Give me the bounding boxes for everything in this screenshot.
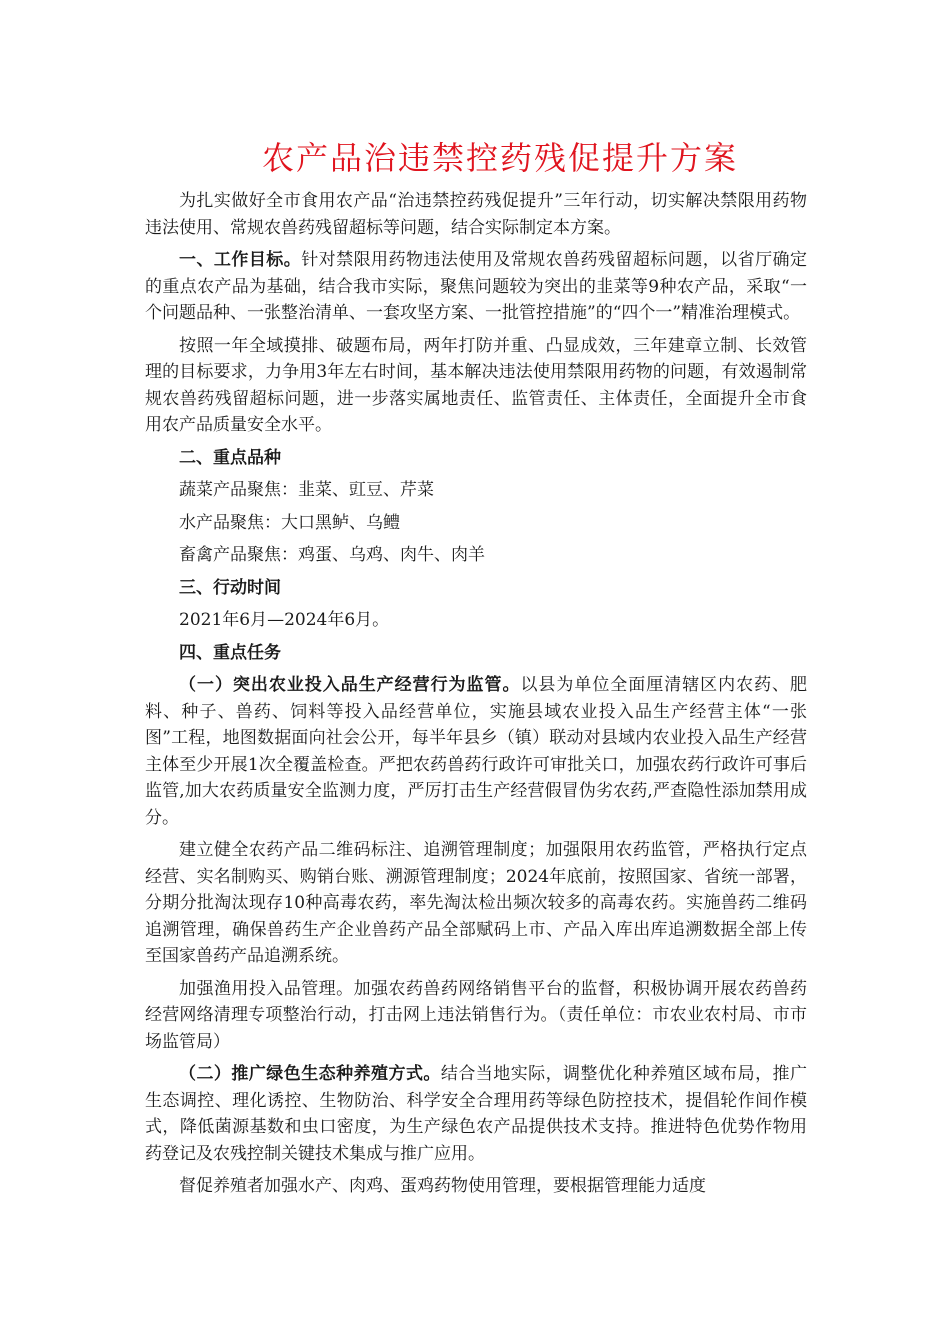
document-title: 农产品治违禁控药残促提升方案 (261, 139, 738, 177)
task1-paragraph (145, 672, 807, 831)
livestock-line: 畜禽产品聚焦：鸡蛋、乌鸡、肉牛、肉羊 (179, 545, 485, 565)
section1-paragraph-2: 按照一年全域摸排、破题布局，两年打防并重、凸显成效，三年建章立制、长效管理的目标要求，力争用3年左右时间，基本解决违法使用禁限用药物的问题，有效遏制常规农兽药残留超标问题，进一步落实属地责任、监管责任、主体责任，全面提升全市食用农产品质量安全水平。 (145, 335, 807, 435)
section3-heading: 三、行动时间 (179, 577, 281, 598)
section1-paragraph (145, 247, 807, 327)
section4-heading: 四、重点任务 (179, 642, 281, 663)
document-body (145, 188, 807, 1206)
task1-text: 以县为单位全面厘清辖区内农药、肥料、种子、兽药、饲料等投入品经营单位，实施县域农业投入品生产经营主体“一张图”工程，地图数据面向社会公开，每半年县乡（镇）联动对县域内农业投入品生产经营主体至少开展1次全覆盖检查。严把农药兽药行政许可审批关口，加强农药行政许可事后监管,加大农药质量安全监测力度，严厉打击生产经营假冒伪劣农药,严查隐性添加禁用成分。 (145, 675, 808, 828)
task2-paragraph-2: 督促养殖者加强水产、肉鸡、蛋鸡药物使用管理，要根据管理能力适度 (179, 1176, 706, 1196)
section3-text: 2021年6月—2024年6月。 (179, 610, 390, 630)
task2-heading: （二）推广绿色生态种养殖方式。 (179, 1064, 441, 1084)
aquatic-line: 水产品聚焦：大口黑鲈、乌鳢 (179, 512, 400, 533)
section2-heading: 二、重点品种 (179, 447, 281, 468)
task1-paragraph-2: 建立健全农药产品二维码标注、追溯管理制度；加强限用农药监管，严格执行定点经营、实名制购买、购销台账、溯源管理制度；2024年底前，按照国家、省统一部署，分期分批淘汰现存10种高毒农药，率先淘汰检出频次较多的高毒农药。实施兽药二维码追溯管理，确保兽药生产企业兽药产品全部赋码上市、产品入库出库追溯数据全部上传至国家兽药产品追溯系统。 (145, 840, 807, 966)
section1-text: 针对禁限用药物违法使用及常规农兽药残留超标问题，以省厅确定的重点农产品为基础，结合我市实际，聚焦问题较为突出的韭菜等9种农产品，采取“一个问题品种、一张整治清单、一套攻坚方案、一批管控措施”的“四个一”精准治理模式。 (145, 250, 808, 323)
section1-heading: 一、工作目标。 (179, 250, 302, 270)
task1-paragraph-3: 加强渔用投入品管理。加强农药兽药网络销售平台的监督，积极协调开展农药兽药经营网络清理专项整治行动，打击网上违法销售行为。（责任单位：市农业农村局、市市场监管局） (145, 978, 807, 1052)
vegetables-line: 蔬菜产品聚焦：韭菜、豇豆、芹菜 (179, 480, 434, 500)
task2-text: 结合当地实际，调整优化种养殖区域布局，推广生态调控、理化诱控、生物防治、科学安全合理用药等绿色防控技术，提倡轮作间作模式，降低菌源基数和虫口密度，为生产绿色农产品提供技术支持。推进特色优势作物用药登记及农残控制关键技术集成与推广应用。 (145, 1064, 808, 1164)
task2-paragraph (145, 1061, 807, 1167)
intro-paragraph: 为扎实做好全市食用农产品“治违禁控药残促提升”三年行动，切实解决禁限用药物违法使用、常规农兽药残留超标等问题，结合实际制定本方案。 (145, 191, 807, 238)
task1-heading: （一）突出农业投入品生产经营行为监管。 (179, 675, 521, 695)
